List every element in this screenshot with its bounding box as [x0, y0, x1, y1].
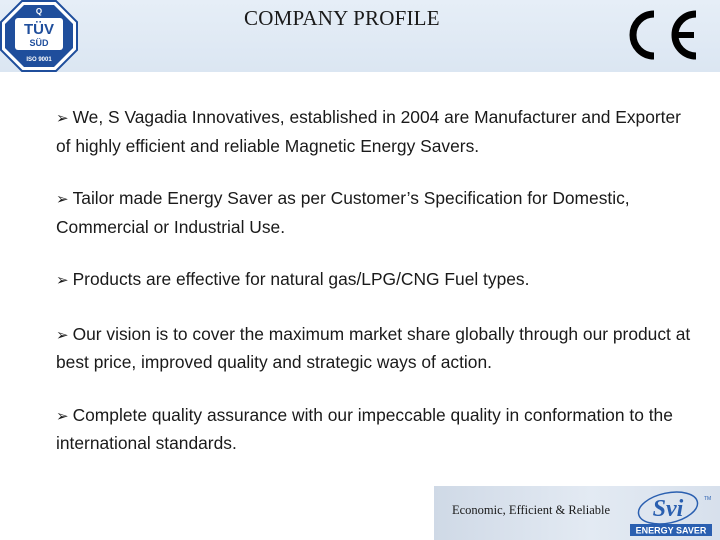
paragraph-text: We, S Vagadia Innovatives, established in 2004 are Manufacturer and Exporter of highly efficient and reliable Magnetic Energy Savers.	[56, 107, 681, 156]
paragraph-text: Our vision is to cover the maximum market share globally through our product at best price, improved quality and strategic ways of action.	[56, 323, 691, 372]
profile-paragraph-4	[56, 321, 696, 376]
profile-content	[56, 104, 696, 483]
profile-paragraph-2	[56, 185, 696, 240]
paragraph-text: Products are effective for natural gas/LPG/CNG Fuel types.	[72, 269, 530, 289]
profile-paragraph-5	[56, 402, 696, 457]
paragraph-text: Complete quality assurance with our impeccable quality in conformation to the international standards.	[56, 404, 673, 453]
svi-energy-saver-logo	[626, 488, 716, 538]
arrowhead-bullet-icon: ➢	[56, 407, 69, 425]
footer-tagline: Economic, Efficient & Reliable	[452, 503, 611, 517]
svi-tm-text: TM	[704, 496, 712, 502]
footer-band	[434, 486, 720, 540]
tuv-text: TÜV	[24, 21, 54, 38]
arrowhead-bullet-icon: ➢	[56, 191, 69, 208]
arrowhead-bullet-icon: ➢	[56, 110, 69, 127]
arrowhead-bullet-icon: ➢	[56, 272, 69, 289]
profile-paragraph-1	[56, 104, 696, 159]
tuv-q-text: Q	[35, 7, 43, 16]
iso-text: ISO 9001	[26, 57, 52, 63]
profile-paragraph-3	[56, 266, 696, 295]
tuv-sud-logo	[0, 0, 78, 72]
svi-energy-saver-text: ENERGY SAVER	[635, 525, 707, 536]
paragraph-text: Tailor made Energy Saver as per Customer’s Specification for Domestic, Commercial or Industrial Use.	[56, 188, 630, 237]
arrowhead-bullet-icon: ➢	[56, 326, 69, 344]
ce-mark-icon	[622, 6, 702, 64]
svi-brand-text: Svi	[652, 496, 684, 522]
sud-text: SÜD	[29, 38, 49, 48]
page-title: COMPANY PROFILE	[244, 6, 440, 30]
